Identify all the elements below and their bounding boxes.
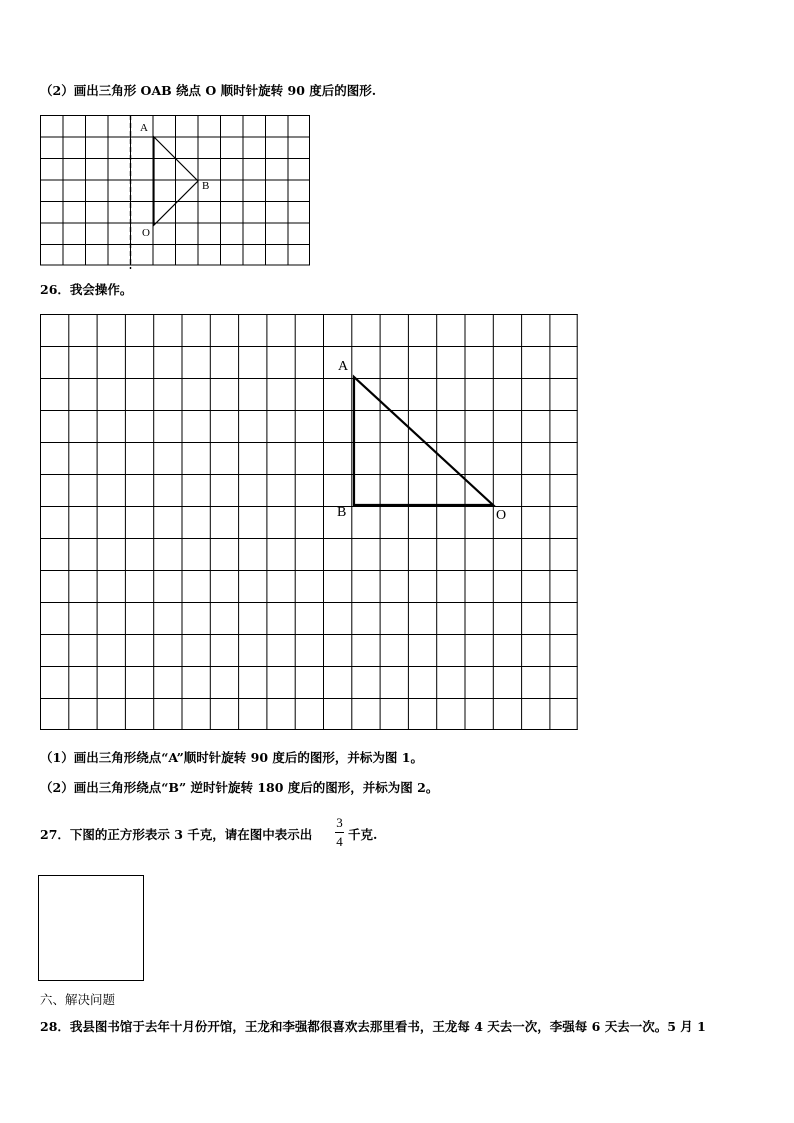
triangle-abo <box>354 377 493 505</box>
point-a-label-large: A <box>338 359 349 374</box>
section-6-heading: 六、解决问题 <box>40 992 116 1007</box>
fraction-denominator: 4 <box>336 834 343 849</box>
q26-instruction-1: （1）画出三角形绕点“A”顺时针旋转 90 度后的图形，并标为图 1。 <box>40 750 423 765</box>
point-o-label: O <box>142 227 150 239</box>
fraction-numerator: 3 <box>336 815 343 830</box>
point-a-label: A <box>140 122 148 134</box>
q26-instruction-2: （2）画出三角形绕点“B” 逆时针旋转 180 度后的图形，并标为图 2。 <box>40 780 439 795</box>
point-o-label-large: O <box>496 508 507 523</box>
q25-part2-text: （2）画出三角形 OAB 绕点 O 顺时针旋转 90 度后的图形. <box>40 83 377 98</box>
fraction-bar <box>335 832 344 833</box>
fraction-three-quarters <box>335 815 344 850</box>
point-b-label-large: B <box>337 505 347 520</box>
square-3kg <box>38 875 144 981</box>
q28-text: 28．我县图书馆于去年十月份开馆，王龙和李强都很喜欢去那里看书，王龙每 4 天去一次，李强每 6 天去一次。5 月 1 <box>40 1019 706 1034</box>
point-b-label: B <box>202 180 210 192</box>
q26-title: 26．我会操作。 <box>40 282 133 297</box>
q27-text-before: 27．下图的正方形表示 3 千克，请在图中表示出 <box>40 827 313 842</box>
small-grid <box>40 115 312 269</box>
q27-text-after: 千克. <box>348 827 378 842</box>
